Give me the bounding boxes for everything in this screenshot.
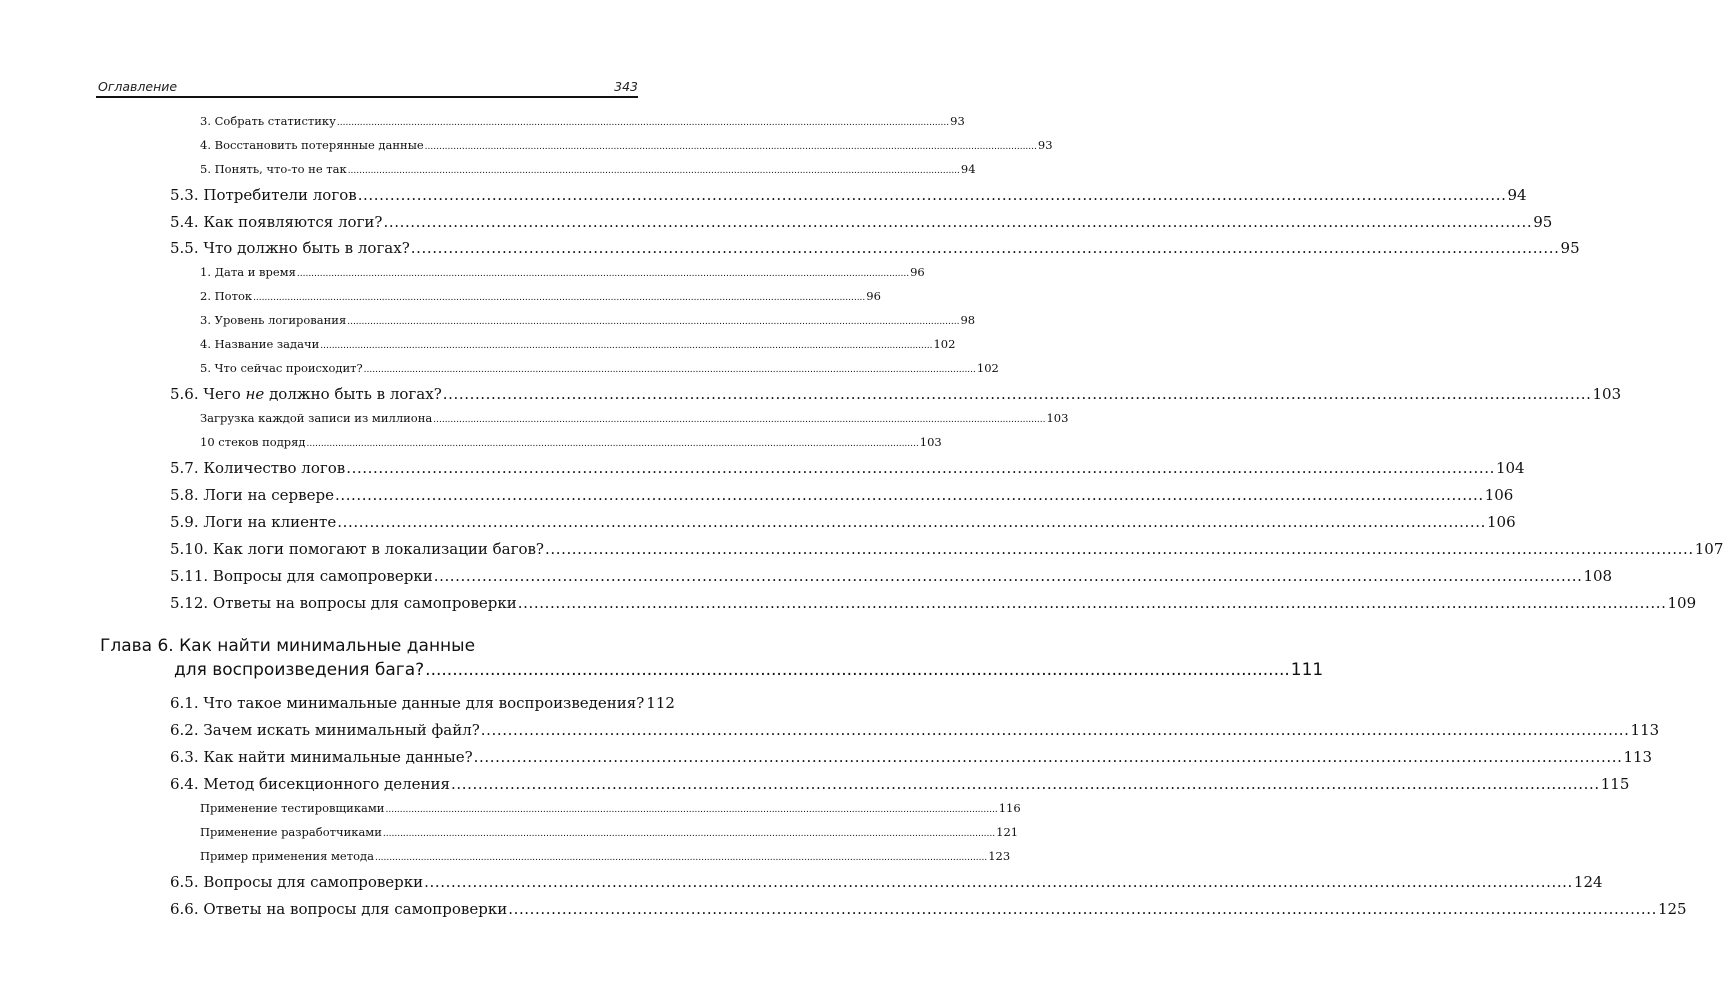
toc-entry-label: 5.9. Логи на клиенте xyxy=(170,513,337,531)
toc-entry-page: 113 xyxy=(1630,721,1660,739)
toc-leader-dots xyxy=(385,801,997,815)
running-header-page-number: 343 xyxy=(614,79,638,94)
toc-entry-page: 102 xyxy=(933,337,956,351)
toc-leader-dots xyxy=(451,775,1600,793)
toc-entry-page: 102 xyxy=(976,361,999,375)
toc-leader-dots xyxy=(347,313,959,327)
toc-leader-dots xyxy=(425,660,1290,680)
toc-leader-dots xyxy=(358,186,1507,204)
toc-entry[interactable] xyxy=(170,213,1553,233)
chapter-heading-line1: Глава 6. Как найти минимальные данные xyxy=(100,636,476,656)
toc-leader-dots xyxy=(433,411,1045,425)
header-rule xyxy=(96,96,638,98)
toc-entry-page: 104 xyxy=(1495,459,1525,477)
toc-entry-label: 1. Дата и время xyxy=(200,265,296,279)
toc-entry-label: 3. Уровень логирования xyxy=(200,313,347,327)
toc-leader-dots xyxy=(383,213,1532,231)
toc-leader-dots xyxy=(518,594,1667,612)
toc-entry-page: 121 xyxy=(996,825,1019,839)
toc-entry[interactable] xyxy=(200,435,942,451)
chapter-heading-page: 111 xyxy=(1290,660,1324,680)
toc-leader-dots xyxy=(481,721,1630,739)
toc-leader-dots xyxy=(383,825,995,839)
toc-entry-label: 6.2. Зачем искать минимальный файл? xyxy=(170,721,480,739)
toc-entry-page: 95 xyxy=(1533,213,1553,231)
toc-entry-page: 96 xyxy=(910,265,925,279)
toc-entry-label: 6.3. Как найти минимальные данные? xyxy=(170,748,473,766)
toc-entry-label: 10 стеков подряд xyxy=(200,435,306,449)
toc-leader-dots xyxy=(253,289,865,303)
toc-entry[interactable] xyxy=(200,825,1019,841)
toc-entry-label: Применение тестировщиками xyxy=(200,801,385,815)
toc-entry[interactable] xyxy=(170,486,1514,506)
toc-entry-label: 3. Собрать статистику xyxy=(200,114,336,128)
toc-entry-label: Загрузка каждой записи из миллиона xyxy=(200,411,433,425)
toc-entry-page: 115 xyxy=(1600,775,1630,793)
toc-entry-label: Пример применения метода xyxy=(200,849,374,863)
toc-entry-page: 103 xyxy=(1592,385,1622,403)
toc-entry-page: 103 xyxy=(919,435,942,449)
toc-leader-dots xyxy=(307,435,919,449)
running-header-title: Оглавление xyxy=(98,79,178,94)
toc-entry-page: 123 xyxy=(988,849,1011,863)
toc-entry[interactable] xyxy=(170,459,1525,479)
toc-leader-dots xyxy=(443,385,1592,403)
toc-entry-label: 6.4. Метод бисекционного деления xyxy=(170,775,450,793)
toc-leader-dots xyxy=(335,486,1484,504)
toc-leader-dots xyxy=(545,540,1694,558)
toc-entry-label: 6.6. Ответы на вопросы для самопроверки xyxy=(170,900,508,918)
toc-entry[interactable] xyxy=(200,337,956,353)
toc-entry-page: 93 xyxy=(1037,138,1053,152)
toc-entry-label: 5.5. Что должно быть в логах? xyxy=(170,239,410,257)
toc-entry[interactable] xyxy=(200,289,881,305)
toc-leader-dots xyxy=(474,748,1623,766)
toc-entry-label: 4. Восстановить потерянные данные xyxy=(200,138,424,152)
toc-entry-page: 94 xyxy=(1507,186,1527,204)
toc-entry-page: 98 xyxy=(960,313,976,327)
toc-entry[interactable] xyxy=(170,513,1516,533)
toc-entry[interactable] xyxy=(170,594,1697,614)
toc-entry-page: 113 xyxy=(1623,748,1653,766)
toc-entry[interactable] xyxy=(200,801,1021,817)
toc-entry-page: 125 xyxy=(1657,900,1687,918)
toc-entry[interactable] xyxy=(200,114,965,130)
running-header xyxy=(96,79,638,97)
toc-leader-dots xyxy=(348,162,960,176)
toc-entry-page: 107 xyxy=(1694,540,1723,558)
toc-entry[interactable] xyxy=(170,900,1687,920)
chapter-heading-line2: для воспроизведения бага? xyxy=(174,660,425,680)
toc-entry-label-emphasis: не xyxy=(245,385,265,403)
toc-entry-label: Применение разработчиками xyxy=(200,825,382,839)
toc-entry[interactable] xyxy=(200,849,1011,865)
toc-entry-label: 5. Понять, что-то не так xyxy=(200,162,347,176)
toc-leader-dots xyxy=(425,138,1037,152)
toc-entry-label: 5.7. Количество логов xyxy=(170,459,346,477)
toc-entry-label: 5.3. Потребители логов xyxy=(170,186,357,204)
toc-entry[interactable] xyxy=(170,748,1653,768)
toc-entry-page: 103 xyxy=(1046,411,1069,425)
toc-entry[interactable] xyxy=(170,186,1527,206)
toc-entry[interactable] xyxy=(200,361,999,377)
toc-entry-label-part: должно быть в логах? xyxy=(264,385,442,403)
chapter-heading-line2-row[interactable] xyxy=(174,660,1324,684)
toc-entry-page: 94 xyxy=(960,162,976,176)
toc-entry[interactable] xyxy=(170,239,1580,259)
toc-entry[interactable] xyxy=(170,385,1622,405)
toc-entry[interactable] xyxy=(200,313,976,329)
toc-entry-label: 5. Что сейчас происходит? xyxy=(200,361,363,375)
toc-entry[interactable] xyxy=(200,138,1053,154)
toc-entry-label: 5.11. Вопросы для самопроверки xyxy=(170,567,433,585)
toc-entry-label xyxy=(170,385,442,403)
toc-leader-dots xyxy=(320,337,932,351)
toc-entry[interactable] xyxy=(200,162,976,178)
toc-entry-label-part: 5.6. Чего xyxy=(170,385,246,403)
toc-entry-page: 116 xyxy=(998,801,1021,815)
toc-entry[interactable] xyxy=(200,265,925,281)
toc-entry-page: 106 xyxy=(1487,513,1516,531)
toc-leader-dots xyxy=(364,361,976,375)
toc-leader-dots xyxy=(411,239,1560,257)
toc-entry-label: 5.8. Логи на сервере xyxy=(170,486,334,504)
toc-entry-page: 106 xyxy=(1484,486,1514,504)
toc-entry[interactable] xyxy=(170,694,675,714)
toc-entry-page: 109 xyxy=(1667,594,1697,612)
toc-entry-label: 5.4. Как появляются логи? xyxy=(170,213,383,231)
toc-entry[interactable] xyxy=(170,775,1630,795)
toc-entry-page: 93 xyxy=(950,114,965,128)
toc-leader-dots xyxy=(346,459,1495,477)
toc-entry-label: 6.5. Вопросы для самопроверки xyxy=(170,873,424,891)
toc-entry[interactable] xyxy=(200,411,1069,427)
toc-entry-page: 108 xyxy=(1583,567,1613,585)
toc-leader-dots xyxy=(337,513,1486,531)
toc-entry-label: 4. Название задачи xyxy=(200,337,320,351)
toc-entry-page: 95 xyxy=(1560,239,1580,257)
toc-entry[interactable] xyxy=(170,540,1723,560)
toc-entry-label: 6.1. Что такое минимальные данные для воспроизведения? xyxy=(170,694,645,712)
toc-leader-dots xyxy=(375,849,987,863)
toc-entry-page: 112 xyxy=(646,694,675,712)
toc-leader-dots xyxy=(337,114,949,128)
toc-leader-dots xyxy=(508,900,1657,918)
toc-entry-label: 2. Поток xyxy=(200,289,253,303)
toc-entry-page: 96 xyxy=(866,289,881,303)
toc-entry[interactable] xyxy=(170,873,1603,893)
toc-leader-dots xyxy=(434,567,1583,585)
toc-leader-dots xyxy=(297,265,909,279)
toc-entry[interactable] xyxy=(170,567,1613,587)
toc-entry-page: 124 xyxy=(1573,873,1603,891)
toc-leader-dots xyxy=(424,873,1573,891)
toc-entry[interactable] xyxy=(170,721,1660,741)
toc-entry-label: 5.10. Как логи помогают в локализации багов? xyxy=(170,540,544,558)
toc-entry-label: 5.12. Ответы на вопросы для самопроверки xyxy=(170,594,517,612)
